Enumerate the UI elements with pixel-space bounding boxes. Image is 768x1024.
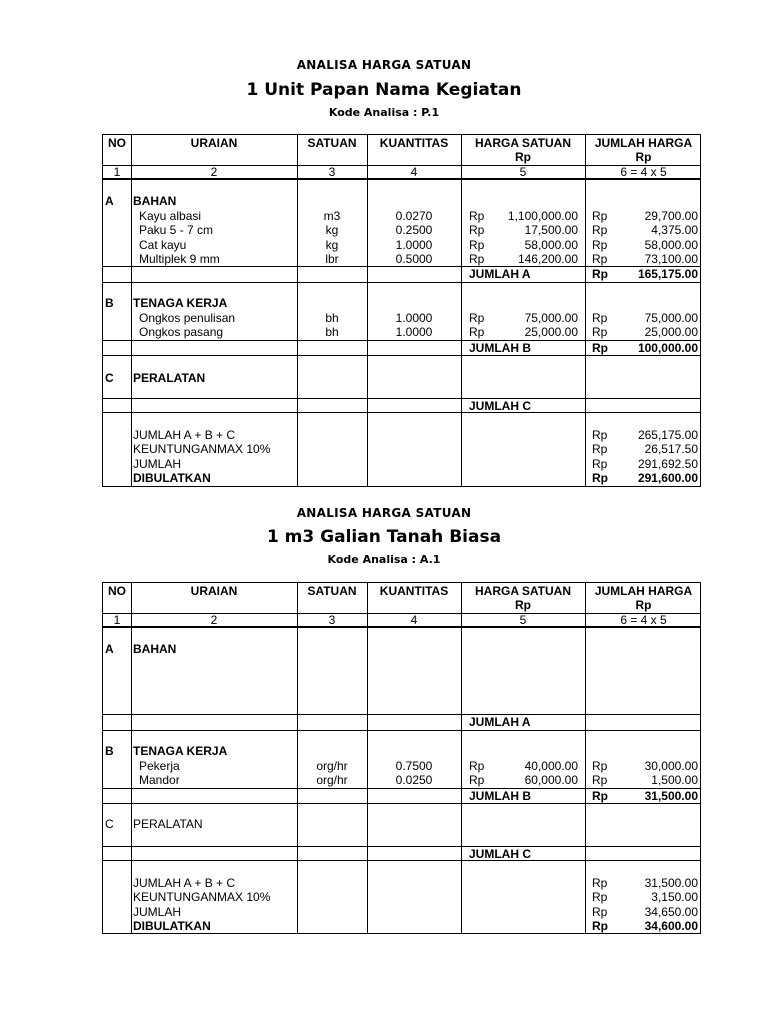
group-label: PERALATAN (133, 371, 206, 385)
group-letter: A (105, 642, 114, 656)
section-heading: ANALISA HARGA SATUAN (296, 58, 472, 72)
subtotal-currency: Rp (592, 789, 608, 803)
col-index: 3 (328, 613, 336, 627)
subtotal-label: JUMLAH A (469, 715, 531, 729)
subtotal-label: JUMLAH B (469, 789, 531, 803)
group-letter: A (105, 194, 114, 208)
analysis-code: Kode Analisa : A.1 (327, 553, 441, 566)
col-jumlah-harga-unit: Rp (635, 598, 652, 612)
group-label: BAHAN (133, 642, 177, 656)
col-index: 6 = 4 x 5 (620, 165, 667, 179)
subtotal-value: 100,000.00 (637, 341, 698, 355)
col-uraian: URAIAN (190, 584, 238, 598)
group-letter: C (105, 817, 114, 831)
col-index: 2 (210, 165, 218, 179)
group-letter: B (105, 744, 114, 758)
subtotal-label: JUMLAH C (469, 399, 531, 413)
group-label: BAHAN (133, 194, 177, 208)
section-title: 1 m3 Galian Tanah Biasa (266, 527, 502, 547)
col-index: 3 (328, 165, 336, 179)
col-jumlah-harga: JUMLAH HARGA (594, 584, 693, 598)
col-index: 2 (210, 613, 218, 627)
col-index: 6 = 4 x 5 (620, 613, 667, 627)
group-label: PERALATAN (133, 817, 203, 831)
group-letter: B (105, 296, 114, 310)
col-no: NO (108, 136, 126, 150)
subtotal-value: 31,500.00 (644, 789, 698, 803)
col-index: 5 (519, 613, 527, 627)
subtotal-label: JUMLAH C (469, 847, 531, 861)
col-harga-satuan: HARGA SATUAN (475, 584, 571, 598)
subtotal-label: JUMLAH B (469, 341, 531, 355)
col-kuantitas: KUANTITAS (379, 584, 449, 598)
group-letter: C (105, 371, 114, 385)
col-harga-satuan-unit: Rp (515, 598, 531, 612)
col-index: 1 (113, 613, 121, 627)
group-label: TENAGA KERJA (133, 296, 228, 310)
analysis-table: NO URAIAN SATUAN KUANTITAS HARGA SATUAN Rp JUMLAH HARGA Rp 1 2 3 4 5 6 = 4 x 5 A BAHAN Kayu albasi m3 0.0270 Rp 1,100,000.00 Rp 29,700.00 Paku 5 - 7 cm kg 0.2500 Rp 17,500.00 Rp 4,375.00 Cat kayu kg 1.0000 Rp 58,000.00 Rp 58,000.00 Multiplek 9 mm lbr 0.5000 Rp 146,200.00 Rp 73,100.00 JUMLAH A Rp 165,175.00 B TENAGA KERJA Ongkos penulisan bh 1.0000 Rp 75,000.00 Rp 75,000.00 Ongkos pasang bh 1.0000 Rp 25,000.00 Rp 25,000.00 JUMLAH B Rp 100,000.00 C PERALATAN JUMLAH C JUMLAH A + B + C Rp 265,175.00 KEUNTUNGANMAX 10% Rp 26,517.50 JUMLAH Rp 291,692.50 DIBULATKAN Rp 291,600.00 (102, 134, 701, 487)
col-satuan: SATUAN (307, 136, 357, 150)
col-satuan: SATUAN (307, 584, 357, 598)
col-no: NO (108, 584, 126, 598)
col-harga-satuan-unit: Rp (515, 150, 531, 164)
subtotal-label: JUMLAH A (469, 267, 531, 281)
col-uraian: URAIAN (190, 136, 238, 150)
analysis-table: NO URAIAN SATUAN KUANTITAS HARGA SATUAN Rp JUMLAH HARGA Rp 1 2 3 4 5 6 = 4 x 5 A BAHAN JUMLAH A B TENAGA KERJA Pekerja org/hr 0.7500 Rp 40,000.00 Rp 30,000.00 Mandor org/hr 0.0250 Rp 60,000.00 Rp 1,500.00 JUMLAH B Rp 31,500.00 C PERALATAN JUMLAH C JUMLAH A + B + C Rp 31,500.00 KEUNTUNGANMAX 10% Rp 3,150.00 JUMLAH Rp 34,650.00 DIBULATKAN Rp 34,600.00 (102, 582, 701, 934)
col-harga-satuan: HARGA SATUAN (475, 136, 571, 150)
group-label: TENAGA KERJA (133, 744, 228, 758)
analysis-code: Kode Analisa : P.1 (328, 106, 440, 119)
subtotal-value: 165,175.00 (637, 267, 698, 281)
subtotal-currency: Rp (592, 341, 608, 355)
col-index: 4 (410, 613, 418, 627)
col-kuantitas: KUANTITAS (379, 136, 449, 150)
section-heading: ANALISA HARGA SATUAN (296, 506, 472, 520)
col-index: 5 (519, 165, 527, 179)
col-index: 4 (410, 165, 418, 179)
subtotal-currency: Rp (592, 267, 608, 281)
col-jumlah-harga-unit: Rp (635, 150, 652, 164)
section-title: 1 Unit Papan Nama Kegiatan (246, 80, 522, 100)
col-jumlah-harga: JUMLAH HARGA (594, 136, 693, 150)
col-index: 1 (113, 165, 121, 179)
